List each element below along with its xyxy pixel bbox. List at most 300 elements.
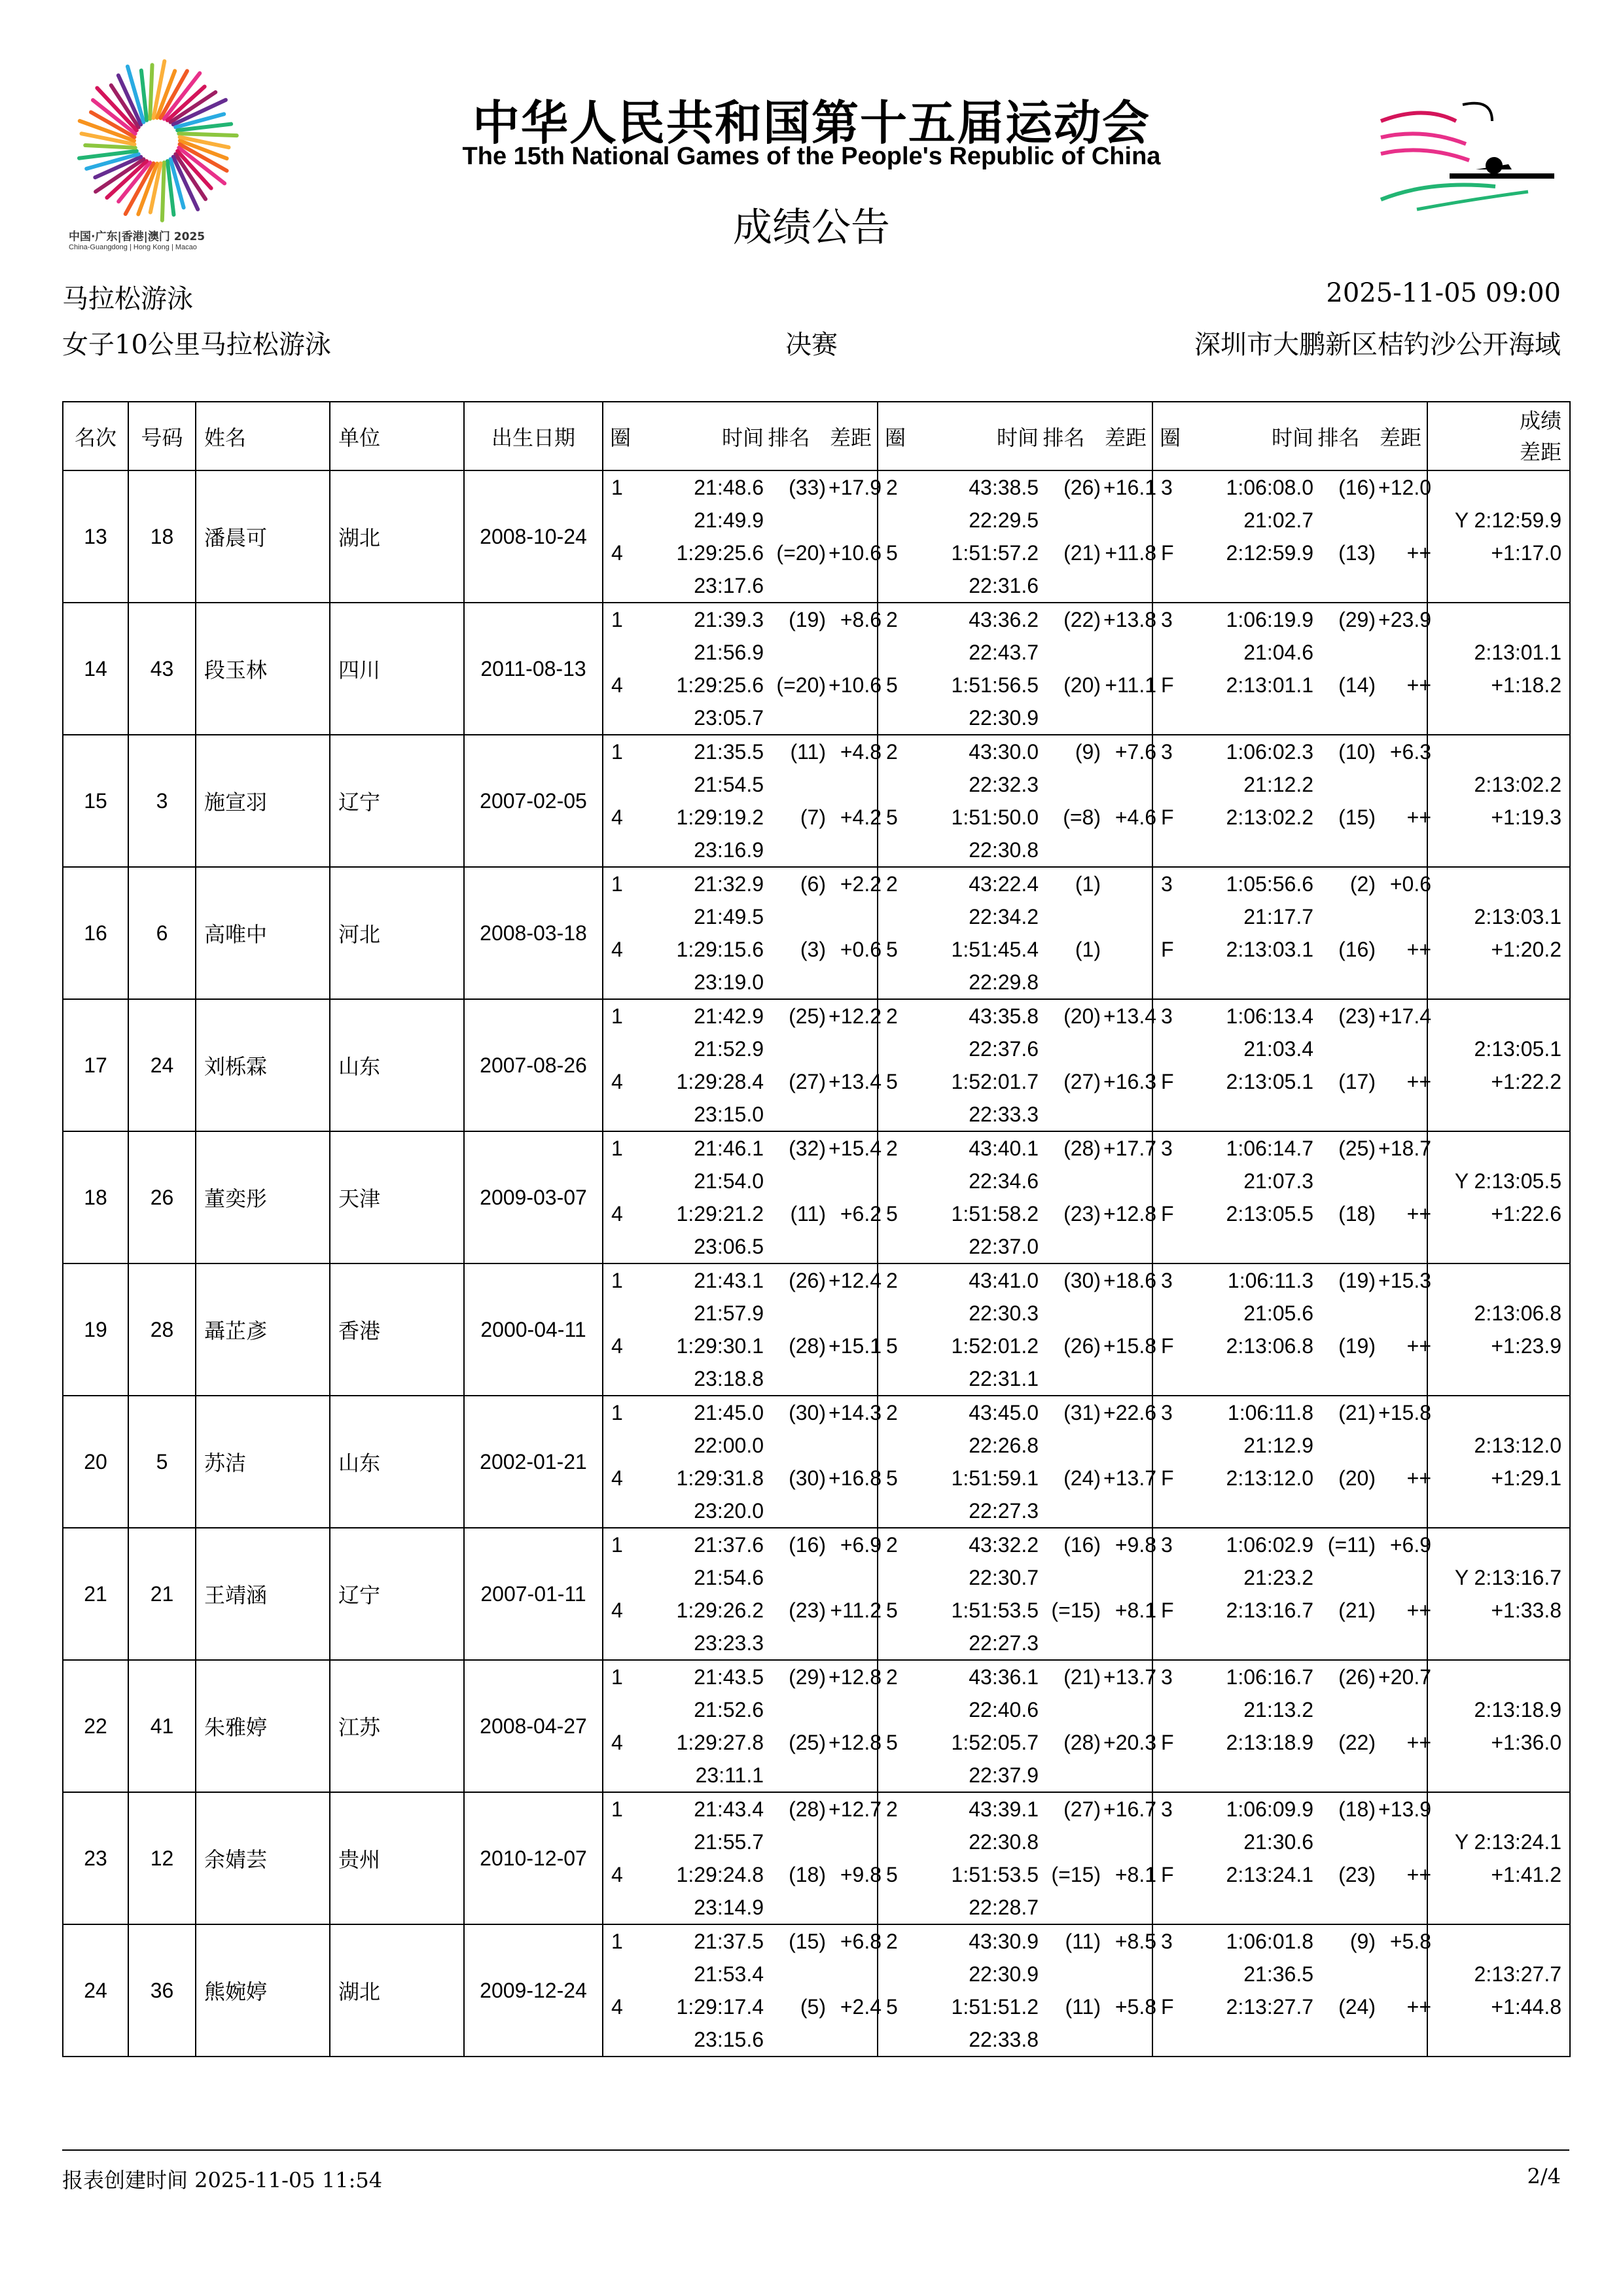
lap-split-time: 21:49.9 (694, 508, 764, 532)
lap-rank-gap (1039, 1264, 1162, 1297)
lap-group-cell (603, 1263, 882, 1396)
results-table (62, 401, 1571, 2057)
col-unit: 单位 (330, 402, 464, 470)
lap-group-cell (878, 470, 1156, 603)
lap-rank-gap (764, 1132, 887, 1165)
rank-cell: 19 (63, 1263, 128, 1396)
lap-group-cell (603, 735, 882, 867)
lap-cumulative-time: 2:13:03.1 (1226, 938, 1313, 961)
lap-split-time: 22:31.6 (969, 574, 1039, 597)
lap-rank-gap (1039, 1197, 1162, 1230)
dob-cell: 2010-12-07 (464, 1792, 603, 1924)
lap-group-cell (1152, 1924, 1431, 2057)
lap-cumulative-time: 1:29:30.1 (676, 1334, 764, 1358)
lap-number: 2 (886, 1401, 898, 1424)
final-time: Y 2:13:24.1 (1454, 1830, 1561, 1854)
col-bib: 号码 (128, 402, 196, 470)
lap-rank-gap (1039, 1330, 1162, 1362)
lap-split-time: 23:20.0 (694, 1499, 764, 1523)
lap-number: 3 (1161, 1533, 1173, 1557)
final-gap: +1:36.0 (1491, 1731, 1561, 1754)
lap-cumulative-time: 43:30.0 (969, 740, 1039, 764)
lap-gap: +12.8 (829, 1665, 882, 1689)
lap-split-time: 22:43.7 (969, 641, 1039, 664)
lap-rank-gap (1039, 1065, 1162, 1098)
final-time: 2:13:03.1 (1474, 905, 1561, 928)
table-row (63, 1924, 1570, 2057)
lap-group-cell (603, 1131, 882, 1263)
lap-group-cell (878, 867, 1152, 999)
lap-rank-gap (1313, 1726, 1436, 1759)
lap-cumulative-time: 1:51:59.1 (951, 1466, 1039, 1490)
lap-split-time: 21:12.9 (1243, 1434, 1313, 1457)
lap-number: 1 (611, 608, 623, 631)
final-time: 2:13:12.0 (1474, 1434, 1561, 1457)
lap-rank: (16) (789, 1533, 826, 1557)
lap-rank-gap (1039, 603, 1162, 636)
name-cell: 董奕彤 (196, 1131, 330, 1263)
lap-cumulative-time: 21:39.3 (694, 608, 764, 631)
lap-group-cell (878, 1528, 1156, 1660)
lap-rank: (18) (1338, 1797, 1376, 1821)
lap-rank-gap (1039, 1990, 1162, 2023)
lap-cumulative-time: 1:29:24.8 (676, 1863, 764, 1886)
lap-rank-gap (1313, 933, 1436, 966)
lap-cumulative-time: 1:29:27.8 (676, 1731, 764, 1754)
lap-rank: (28) (789, 1797, 826, 1821)
lap-rank: (=15) (1051, 1863, 1101, 1886)
unit-cell: 山东 (330, 1396, 464, 1528)
lap-split-time: 21:23.2 (1243, 1566, 1313, 1589)
lap-gap: +17.7 (1103, 1137, 1156, 1160)
final-time: Y 2:13:05.5 (1454, 1169, 1561, 1193)
lap-number: F (1161, 1334, 1174, 1358)
table-row (63, 1131, 1570, 1263)
lap-gap: +10.6 (829, 673, 882, 697)
lap-number: 1 (611, 1930, 623, 1953)
logo-caption-en: China-Guangdong | Hong Kong | Macao (69, 243, 197, 251)
unit-cell: 河北 (330, 867, 464, 999)
lap-number: 5 (886, 1995, 898, 2019)
lap-gap: +11.1 (1105, 673, 1156, 697)
lap-number: 1 (611, 872, 623, 896)
lap-rank-gap (1313, 868, 1436, 900)
lap-rank-gap (1039, 537, 1162, 569)
final-gap: +1:22.6 (1491, 1202, 1561, 1226)
lap-group-cell (878, 1792, 1156, 1924)
final-time: 2:13:02.2 (1474, 773, 1561, 796)
sport-name: 马拉松游泳 (62, 284, 193, 314)
lap-split-time (1179, 1891, 1313, 1924)
lap-rank-gap (1313, 1197, 1436, 1230)
lap-gap: +6.8 (840, 1930, 882, 1953)
final-time: 2:13:06.8 (1474, 1301, 1561, 1325)
bib-cell: 26 (128, 1131, 196, 1263)
lap-rank: (29) (1338, 608, 1376, 631)
table-header-row (63, 402, 1570, 470)
lap-rank-gap (764, 1000, 887, 1033)
lap-number: 3 (1161, 1269, 1173, 1292)
lap-cumulative-time: 43:40.1 (969, 1137, 1039, 1160)
lap-number: 2 (886, 872, 898, 896)
lap-group-cell (1152, 470, 1431, 603)
lap-group-cell (878, 603, 1156, 735)
name-cell: 苏洁 (196, 1396, 330, 1528)
name-cell: 余婧芸 (196, 1792, 330, 1924)
lap-rank-gap (1313, 1330, 1436, 1362)
lap-rank: (30) (1063, 1269, 1101, 1292)
lap-gap: +16.3 (1103, 1070, 1156, 1093)
lap-rank-gap (1313, 1528, 1436, 1561)
lap-rank-gap (1313, 603, 1436, 636)
final-time: Y 2:12:59.9 (1454, 508, 1561, 532)
unit-cell: 四川 (330, 603, 464, 735)
lap-rank: (16) (1338, 938, 1376, 961)
lap-split-time: 21:56.9 (694, 641, 764, 664)
lap-rank: (27) (789, 1070, 826, 1093)
lap-split-time: 21:13.2 (1243, 1698, 1313, 1722)
lap-group-cell (878, 999, 1156, 1131)
lap-number: 5 (886, 1598, 898, 1622)
unit-cell: 香港 (330, 1263, 464, 1396)
result-cell (1427, 1792, 1570, 1924)
lap-rank-gap (764, 933, 887, 966)
lap-rank-gap (1039, 1793, 1162, 1826)
lap-split-time: 23:16.9 (694, 838, 764, 862)
unit-cell: 湖北 (330, 1924, 464, 2057)
lap-split-time: 22:40.6 (969, 1698, 1039, 1722)
lap-rank-gap (1313, 735, 1436, 768)
lap-number: F (1161, 938, 1174, 961)
lap-cumulative-time: 1:06:19.9 (1226, 608, 1313, 631)
lap-rank: (28) (1063, 1731, 1101, 1754)
lap-group-cell (603, 470, 882, 603)
lap-gap: +0.6 (1389, 872, 1431, 896)
lap-number: 5 (886, 938, 898, 961)
lap-cumulative-time: 1:29:28.4 (676, 1070, 764, 1093)
lap-gap: +15.8 (1378, 1401, 1431, 1424)
dob-cell: 2008-03-18 (464, 867, 603, 999)
lap-rank: (6) (800, 872, 826, 896)
bib-cell: 28 (128, 1263, 196, 1396)
bib-cell: 21 (128, 1528, 196, 1660)
lap-split-time: 23:23.3 (694, 1631, 764, 1655)
lap-split-time: 21:52.6 (694, 1698, 764, 1722)
result-cell (1427, 1263, 1570, 1396)
lap-number: 4 (611, 673, 623, 697)
lap-split-time: 21:53.4 (694, 1962, 764, 1986)
lap-group-cell (603, 1396, 882, 1528)
lap-gap: +13.8 (1103, 608, 1156, 631)
lap-split-time: 21:07.3 (1243, 1169, 1313, 1193)
lap-split-time: 22:27.3 (969, 1499, 1039, 1523)
lap-split-time: 22:30.7 (969, 1566, 1039, 1589)
lap-rank-gap (1313, 1793, 1436, 1826)
lap-split-time (1179, 966, 1313, 998)
lap-number: F (1161, 1731, 1174, 1754)
lap-rank-gap (1313, 1462, 1436, 1494)
lap-cumulative-time: 21:43.1 (694, 1269, 764, 1292)
lap-cumulative-time: 1:51:45.4 (951, 938, 1039, 961)
lap-split-time: 21:36.5 (1243, 1962, 1313, 1986)
lap-split-time: 22:27.3 (969, 1631, 1039, 1655)
final-gap: +1:41.2 (1491, 1863, 1561, 1886)
name-cell: 刘栎霖 (196, 999, 330, 1131)
lap-gap: +12.8 (829, 1731, 882, 1754)
lap-cumulative-time: 43:39.1 (969, 1797, 1039, 1821)
lap-number: 2 (886, 1137, 898, 1160)
lap-cumulative-time: 43:22.4 (969, 872, 1039, 896)
lap-rank: (31) (1063, 1401, 1101, 1424)
col-rank: 名次 (63, 402, 128, 470)
lap-rank-gap (1313, 1661, 1436, 1693)
bib-cell: 36 (128, 1924, 196, 2057)
lap-cumulative-time: 1:05:56.6 (1226, 872, 1313, 896)
footer-divider (62, 2149, 1569, 2151)
lap-rank-gap (1039, 1661, 1162, 1693)
lap-rank-gap (764, 868, 887, 900)
result-cell (1427, 470, 1570, 603)
lap-split-time: 22:34.6 (969, 1169, 1039, 1193)
lap-rank: (=11) (1327, 1533, 1376, 1557)
lap-rank-gap (764, 1990, 887, 2023)
lap-gap: ++ (1406, 1995, 1431, 2019)
lap-rank: (23) (1338, 1004, 1376, 1028)
lap-rank: (13) (1338, 541, 1376, 565)
lap-number: 5 (886, 541, 898, 565)
name-cell: 施宣羽 (196, 735, 330, 867)
lap-rank-gap (1039, 1132, 1162, 1165)
lap-group-cell (878, 735, 1156, 867)
final-gap: +1:33.8 (1491, 1598, 1561, 1622)
lap-cumulative-time: 1:06:11.8 (1227, 1401, 1313, 1424)
lap-cumulative-time: 21:42.9 (694, 1004, 764, 1028)
lap-rank-gap (1313, 1264, 1436, 1297)
lap-rank: (20) (1063, 1004, 1101, 1028)
lap-rank-gap (764, 1858, 887, 1891)
lap-gap: +16.1 (1103, 476, 1156, 499)
rank-cell: 21 (63, 1528, 128, 1660)
lap-rank-gap (1039, 1462, 1162, 1494)
lap-cumulative-time: 2:13:24.1 (1226, 1863, 1313, 1886)
lap-split-time: 21:54.5 (694, 773, 764, 796)
lap-group-cell (878, 1660, 1156, 1792)
lap-number: 1 (611, 1004, 623, 1028)
lap-gap: +7.6 (1115, 740, 1156, 764)
lap-rank: (18) (789, 1863, 826, 1886)
lap-cumulative-time: 1:06:08.0 (1226, 476, 1313, 499)
lap-rank: (19) (1338, 1269, 1376, 1292)
lap-gap: +4.8 (840, 740, 882, 764)
lap-rank-gap (1039, 801, 1162, 834)
lap-rank: (=20) (776, 673, 826, 697)
lap-rank: (23) (1063, 1202, 1101, 1226)
col-lap-group: 圈 时间 排名 差距 (603, 402, 878, 470)
lap-rank: (2) (1349, 872, 1376, 896)
result-cell (1427, 999, 1570, 1131)
lap-cumulative-time: 1:06:14.7 (1226, 1137, 1313, 1160)
lap-split-time: 22:31.1 (969, 1367, 1039, 1390)
lap-cumulative-time: 2:13:16.7 (1226, 1598, 1313, 1622)
col-result: 成绩 差距 (1427, 402, 1570, 470)
lap-split-time (1179, 2023, 1313, 2056)
lap-cumulative-time: 2:13:06.8 (1226, 1334, 1313, 1358)
lap-cumulative-time: 1:29:19.2 (676, 805, 764, 829)
lap-rank-gap (764, 735, 887, 768)
lap-cumulative-time: 21:43.5 (694, 1665, 764, 1689)
lap-cumulative-time: 1:51:53.5 (951, 1598, 1039, 1622)
bib-cell: 43 (128, 603, 196, 735)
lap-number: 3 (1161, 476, 1173, 499)
table-row (63, 999, 1570, 1131)
lap-cumulative-time: 1:51:56.5 (951, 673, 1039, 697)
lap-cumulative-time: 2:13:18.9 (1226, 1731, 1313, 1754)
lap-group-cell (878, 1924, 1156, 2057)
table-row (63, 1792, 1570, 1924)
lap-split-time: 22:00.0 (694, 1434, 764, 1457)
lap-rank-gap (1313, 1858, 1436, 1891)
bib-cell: 18 (128, 470, 196, 603)
lap-gap: ++ (1406, 1334, 1431, 1358)
lap-cumulative-time: 1:52:05.7 (951, 1731, 1039, 1754)
result-cell (1427, 603, 1570, 735)
lap-cumulative-time: 43:38.5 (969, 476, 1039, 499)
lap-rank-gap (1039, 1000, 1162, 1033)
lap-number: 4 (611, 1070, 623, 1093)
lap-split-time: 22:30.9 (969, 706, 1039, 730)
unit-cell: 辽宁 (330, 735, 464, 867)
rank-cell: 24 (63, 1924, 128, 2057)
lap-gap: +4.6 (1115, 805, 1156, 829)
lap-number: 1 (611, 740, 623, 764)
lap-rank-gap (1313, 1925, 1436, 1958)
lap-number: 1 (611, 1797, 623, 1821)
lap-cumulative-time: 2:12:59.9 (1226, 541, 1313, 565)
lap-gap: +0.6 (840, 938, 882, 961)
lap-number: 5 (886, 1334, 898, 1358)
rank-cell: 22 (63, 1660, 128, 1792)
lap-split-time: 22:37.0 (969, 1235, 1039, 1258)
lap-number: 4 (611, 1863, 623, 1886)
lap-rank-gap (764, 669, 887, 701)
dob-cell: 2008-10-24 (464, 470, 603, 603)
final-time: 2:13:18.9 (1474, 1698, 1561, 1722)
lap-cumulative-time: 1:06:01.8 (1226, 1930, 1313, 1953)
table-row (63, 470, 1570, 603)
lap-split-time (1179, 1494, 1313, 1527)
lap-rank: (29) (789, 1665, 826, 1689)
lap-cumulative-time: 43:36.1 (969, 1665, 1039, 1689)
lap-rank: (20) (1338, 1466, 1376, 1490)
lap-cumulative-time: 1:51:50.0 (951, 805, 1039, 829)
lap-gap: +13.4 (1103, 1004, 1156, 1028)
lap-number: F (1161, 673, 1174, 697)
lap-split-time: 23:17.6 (694, 574, 764, 597)
lap-cumulative-time: 21:45.0 (694, 1401, 764, 1424)
lap-rank: (23) (789, 1598, 826, 1622)
lap-number: 3 (1161, 872, 1173, 896)
table-row (63, 1263, 1570, 1396)
unit-cell: 天津 (330, 1131, 464, 1263)
lap-cumulative-time: 21:43.4 (694, 1797, 764, 1821)
final-gap: +1:17.0 (1491, 541, 1561, 565)
result-cell (1427, 1924, 1570, 2057)
lap-rank: (21) (1063, 541, 1101, 565)
lap-number: 4 (611, 1598, 623, 1622)
name-cell: 高唯中 (196, 867, 330, 999)
lap-cumulative-time: 43:41.0 (969, 1269, 1039, 1292)
lap-rank: (27) (1063, 1797, 1101, 1821)
lap-split-time (1179, 1230, 1313, 1263)
lap-rank-gap (1313, 471, 1436, 504)
lap-gap: +10.6 (829, 541, 882, 565)
lap-gap: ++ (1406, 1466, 1431, 1490)
rank-cell: 14 (63, 603, 128, 735)
lap-rank-gap (764, 1661, 887, 1693)
lap-gap: +9.8 (840, 1863, 882, 1886)
lap-gap: +12.7 (829, 1797, 882, 1821)
lap-rank-gap (764, 1330, 887, 1362)
lap-number: 1 (611, 1269, 623, 1292)
result-cell (1427, 1396, 1570, 1528)
unit-cell: 山东 (330, 999, 464, 1131)
lap-rank-gap (1039, 868, 1162, 900)
lap-cumulative-time: 1:52:01.7 (951, 1070, 1039, 1093)
lap-rank: (5) (800, 1995, 826, 2019)
lap-split-time: 21:55.7 (694, 1830, 764, 1854)
lap-gap: +14.3 (829, 1401, 882, 1424)
lap-split-time (1179, 1098, 1313, 1131)
lap-number: 2 (886, 608, 898, 631)
lap-split-time: 21:03.4 (1243, 1037, 1313, 1061)
lap-number: 4 (611, 1731, 623, 1754)
lap-gap: +23.9 (1378, 608, 1431, 631)
lap-rank: (19) (1338, 1334, 1376, 1358)
lap-number: 3 (1161, 1137, 1173, 1160)
lap-number: 2 (886, 476, 898, 499)
lap-gap: +2.2 (840, 872, 882, 896)
lap-cumulative-time: 43:30.9 (969, 1930, 1039, 1953)
lap-rank: (26) (1063, 476, 1101, 499)
lap-rank: (30) (789, 1401, 826, 1424)
lap-rank-gap (1313, 1990, 1436, 2023)
lap-rank-gap (1313, 1594, 1436, 1627)
lap-cumulative-time: 43:35.8 (969, 1004, 1039, 1028)
table-row (63, 867, 1570, 999)
lap-cumulative-time: 21:48.6 (694, 476, 764, 499)
final-gap: +1:20.2 (1491, 938, 1561, 961)
lap-group-cell (1152, 1792, 1431, 1924)
lap-gap: +6.3 (1389, 740, 1431, 764)
lap-gap: ++ (1406, 938, 1431, 961)
lap-rank: (21) (1338, 1598, 1376, 1622)
lap-rank: (20) (1063, 673, 1101, 697)
lap-group-cell (1152, 1660, 1431, 1792)
lap-gap: +6.9 (1389, 1533, 1431, 1557)
lap-rank-gap (1313, 537, 1436, 569)
result-cell (1427, 867, 1570, 999)
result-cell (1427, 1131, 1570, 1263)
lap-number: 3 (1161, 1930, 1173, 1953)
bib-cell: 6 (128, 867, 196, 999)
dob-cell: 2002-01-21 (464, 1396, 603, 1528)
lap-cumulative-time: 2:13:27.7 (1226, 1995, 1313, 2019)
lap-number: F (1161, 805, 1174, 829)
col-lap-group: 圈 时间 排名 差距 (1152, 402, 1427, 470)
lap-gap: +12.4 (829, 1269, 882, 1292)
lap-gap: +13.4 (829, 1070, 882, 1093)
lap-rank: (9) (1349, 1930, 1376, 1953)
